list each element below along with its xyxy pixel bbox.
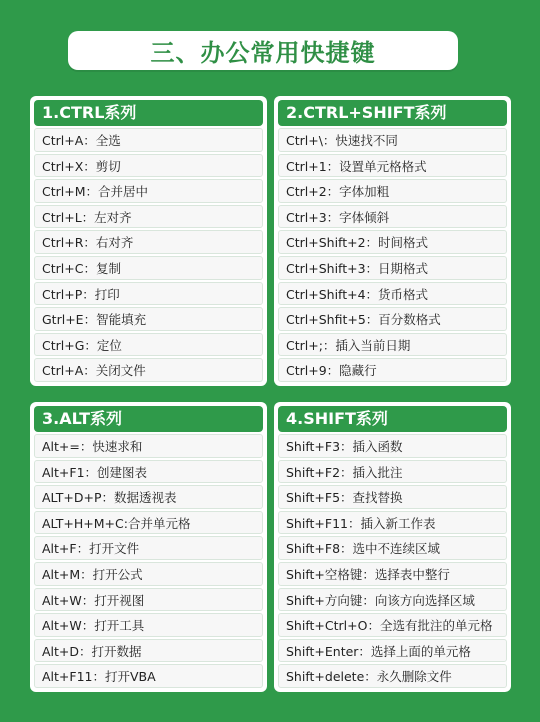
- shortcut-item: Ctrl+R：右对齐: [34, 230, 263, 254]
- shortcut-list: [34, 128, 263, 382]
- shortcut-item: Ctrl+P：打印: [34, 282, 263, 306]
- panel-header: 2.CTRL+SHIFT系列: [278, 100, 507, 126]
- shortcut-item: Ctrl+Shift+4：货币格式: [278, 282, 507, 306]
- shortcut-item: Shift+F11：插入新工作表: [278, 511, 507, 535]
- shortcut-item: Alt+F1：创建图表: [34, 460, 263, 484]
- shortcut-item: Ctrl+L：左对齐: [34, 205, 263, 229]
- shortcut-item: Gtrl+E：智能填充: [34, 307, 263, 331]
- shortcut-item: Ctrl+M：合并居中: [34, 179, 263, 203]
- shortcut-item: Ctrl+\：快速找不同: [278, 128, 507, 152]
- shortcut-list: [278, 128, 507, 382]
- shortcut-list: [34, 434, 263, 688]
- shortcut-item: Shift+空格键：选择表中整行: [278, 562, 507, 586]
- shortcut-item: Ctrl+C：复制: [34, 256, 263, 280]
- shortcut-item: Alt+M：打开公式: [34, 562, 263, 586]
- shortcut-item: Ctrl+Shfit+5：百分数格式: [278, 307, 507, 331]
- shortcut-item: Alt+=：快速求和: [34, 434, 263, 458]
- shortcut-list: [278, 434, 507, 688]
- shortcut-item: Ctrl+Shift+3：日期格式: [278, 256, 507, 280]
- shortcut-item: Shift+Enter：选择上面的单元格: [278, 639, 507, 663]
- shortcut-item: ALT+H+M+C:合并单元格: [34, 511, 263, 535]
- shortcut-item: Shift+F5：查找替换: [278, 485, 507, 509]
- shortcut-item: Ctrl+A：全选: [34, 128, 263, 152]
- shortcut-item: Shift+Ctrl+O：全选有批注的单元格: [278, 613, 507, 637]
- shortcut-item: Alt+W：打开工具: [34, 613, 263, 637]
- panel-header: 1.CTRL系列: [34, 100, 263, 126]
- ctrl-shift-series-panel: [274, 96, 511, 386]
- shortcut-item: Ctrl+2：字体加粗: [278, 179, 507, 203]
- page-title: 三、办公常用快捷键: [150, 39, 376, 67]
- shortcut-item: Ctrl+3：字体倾斜: [278, 205, 507, 229]
- shortcut-item: Ctrl+X：剪切: [34, 154, 263, 178]
- shortcut-item: Alt+F：打开文件: [34, 536, 263, 560]
- shortcut-item: Shift+F8：选中不连续区域: [278, 536, 507, 560]
- shift-series-panel: [274, 402, 511, 692]
- panel-header: 4.SHIFT系列: [278, 406, 507, 432]
- shortcut-item: Ctrl+A：关闭文件: [34, 358, 263, 382]
- shortcut-item: Shift+F2：插入批注: [278, 460, 507, 484]
- shortcut-item: Alt+F11：打开VBA: [34, 664, 263, 688]
- alt-series-panel: [30, 402, 267, 692]
- ctrl-series-panel: [30, 96, 267, 386]
- shortcut-item: Ctrl+1：设置单元格格式: [278, 154, 507, 178]
- title-banner: [68, 31, 458, 70]
- shortcut-item: Ctrl+;：插入当前日期: [278, 333, 507, 357]
- shortcut-item: Ctrl+Shift+2：时间格式: [278, 230, 507, 254]
- shortcut-item: Alt+W：打开视图: [34, 588, 263, 612]
- shortcut-item: Shift+delete：永久删除文件: [278, 664, 507, 688]
- shortcut-item: Shift+方向键：向该方向选择区域: [278, 588, 507, 612]
- panel-header: 3.ALT系列: [34, 406, 263, 432]
- shortcut-item: Ctrl+9：隐藏行: [278, 358, 507, 382]
- shortcut-item: ALT+D+P：数据透视表: [34, 485, 263, 509]
- top-watermark-strip: [0, 6, 540, 28]
- shortcut-item: Shift+F3：插入函数: [278, 434, 507, 458]
- shortcut-item: Ctrl+G：定位: [34, 333, 263, 357]
- shortcut-item: Alt+D：打开数据: [34, 639, 263, 663]
